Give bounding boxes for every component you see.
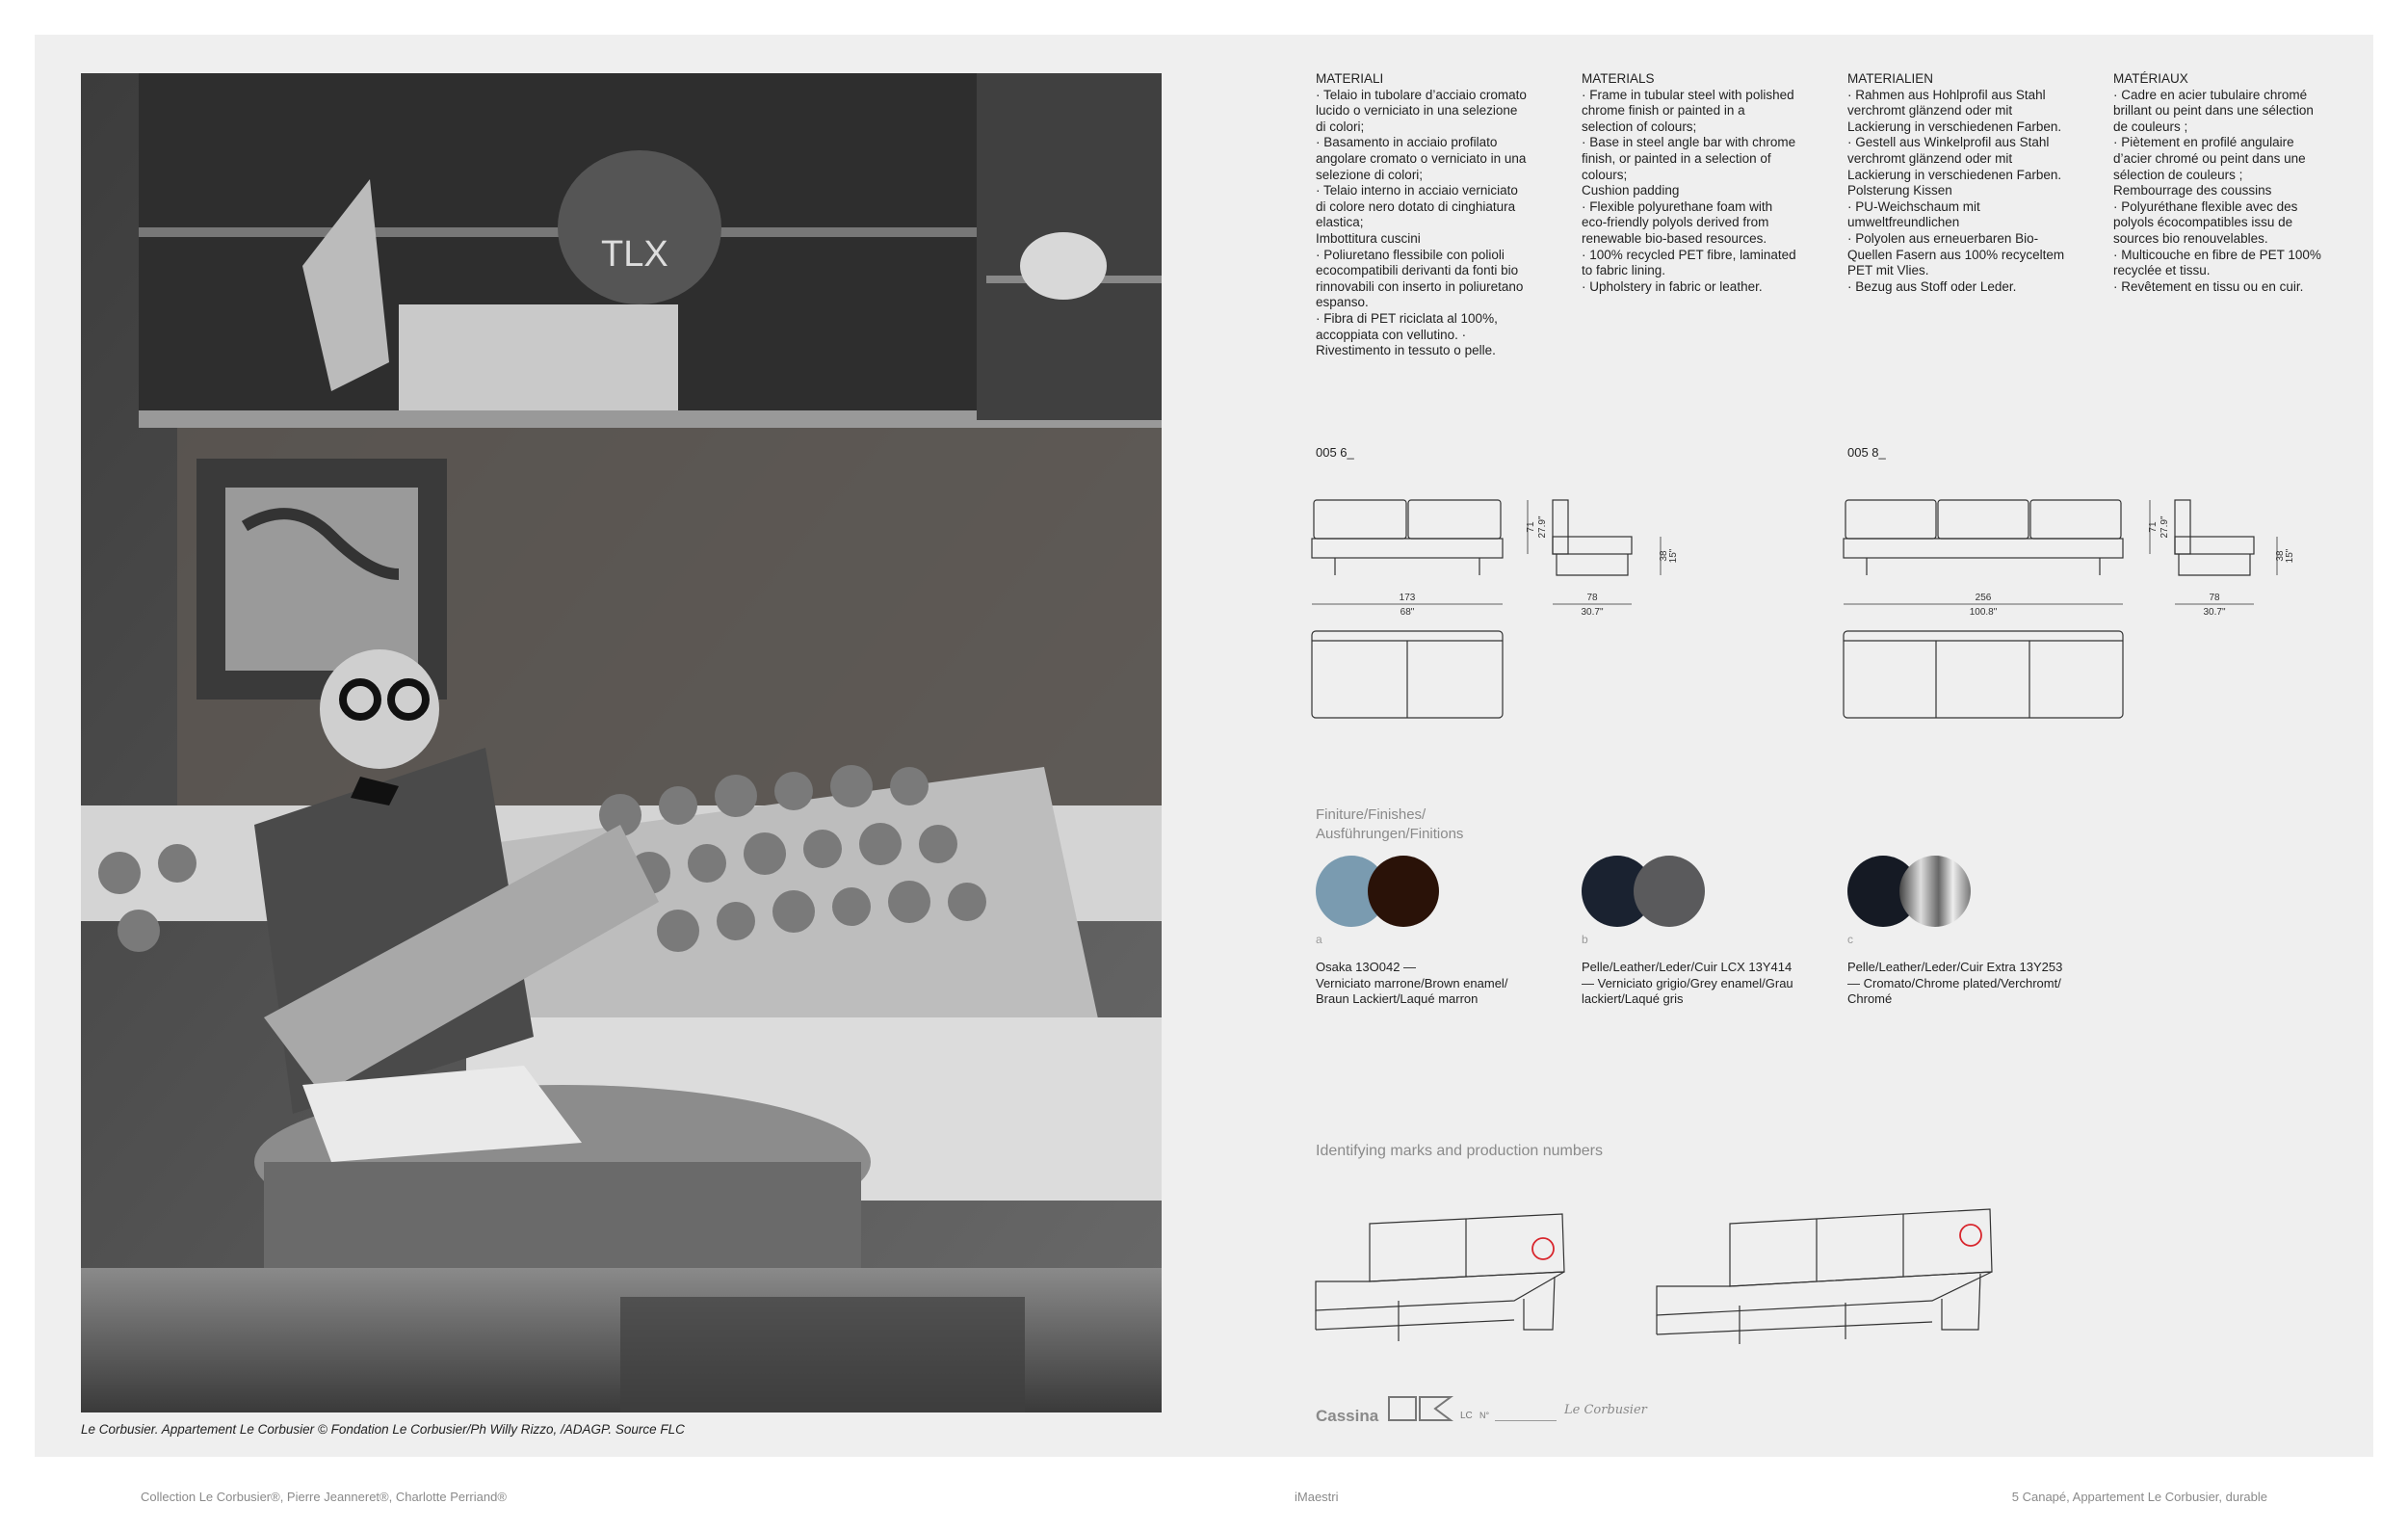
materials-line: umweltfreundlichen bbox=[1847, 215, 1960, 230]
finish-line: — Cromato/Chrome plated/Verchromt/ bbox=[1847, 975, 2061, 990]
drawing-2-seater bbox=[1310, 487, 1679, 727]
materials-line: finish, or painted in a selection of bbox=[1582, 150, 1771, 166]
materials-line: sélection de couleurs ; bbox=[2113, 167, 2243, 182]
finishes-title-line: Finiture/Finishes/ bbox=[1316, 806, 1426, 823]
materials-line: Lackierung in verschiedenen Farben. bbox=[1847, 167, 2062, 182]
finish-line: — Verniciato grigio/Grey enamel/Grau bbox=[1582, 975, 1793, 990]
materials-line: polyols écocompatibles issu de bbox=[2113, 215, 2293, 230]
materials-line: · Rahmen aus Hohlprofil aus Stahl bbox=[1847, 87, 2046, 102]
finish-line: Pelle/Leather/Leder/Cuir LCX 13Y414 bbox=[1582, 960, 1793, 974]
finish-c-description bbox=[1847, 960, 2079, 1008]
dimension-depth-in: 30.7" bbox=[2203, 607, 2226, 618]
materials-line: · Multicouche en fibre de PET 100% bbox=[2113, 247, 2321, 262]
materials-line: · Revêtement en tissu ou en cuir. bbox=[2113, 278, 2304, 294]
dimension-width-cm: 256 bbox=[1975, 593, 1992, 603]
dimension-height-cm: 71 bbox=[1526, 521, 1536, 533]
materials-line: renewable bio-based resources. bbox=[1582, 230, 1767, 246]
materials-line: d’acier chromé ou peint dans une bbox=[2113, 150, 2306, 166]
lc-label: LC bbox=[1460, 1411, 1473, 1421]
footer-collection: Collection Le Corbusier®, Pierre Jeanneret®, Charlotte Perriand® bbox=[141, 1490, 507, 1504]
production-number-label: N° bbox=[1479, 1411, 1490, 1420]
materials-line: elastica; bbox=[1316, 215, 1364, 230]
finishes-title-line: Ausführungen/Finitions bbox=[1316, 826, 1464, 842]
materials-line: espanso. bbox=[1316, 295, 1369, 310]
finish-line: Verniciato marrone/Brown enamel/ bbox=[1316, 975, 1508, 990]
dimension-height-in: 27.9" bbox=[1537, 515, 1548, 539]
finish-b-frame-swatch bbox=[1634, 856, 1705, 927]
materials-line: · 100% recycled PET fibre, laminated bbox=[1582, 247, 1796, 262]
mark-location-circle bbox=[1960, 1225, 1981, 1246]
materials-heading: MATERIALI bbox=[1316, 71, 1384, 86]
materials-line: angolare cromato o verniciato in una bbox=[1316, 150, 1527, 166]
mark-location-circle bbox=[1532, 1238, 1554, 1259]
materials-line: eco-friendly polyols derived from bbox=[1582, 215, 1769, 230]
model-code-005-8: 005 8_ bbox=[1847, 445, 1886, 460]
dimension-depth-in: 30.7" bbox=[1581, 607, 1604, 618]
dimension-width-in: 100.8" bbox=[1969, 607, 1998, 618]
materials-line: · Upholstery in fabric or leather. bbox=[1582, 278, 1763, 294]
finish-line: lackiert/Laqué gris bbox=[1582, 991, 1684, 1006]
archive-photo bbox=[81, 73, 1162, 1412]
materials-line: selezione di colori; bbox=[1316, 167, 1424, 182]
photo-caption: Le Corbusier. Appartement Le Corbusier © Fondation Le Corbusier/Ph Willy Rizzo, /ADAGP. Source FLC bbox=[81, 1422, 685, 1437]
materials-en bbox=[1582, 71, 1813, 295]
materials-line: Lackierung in verschiedenen Farben. bbox=[1847, 119, 2062, 134]
materials-line: PET mit Vlies. bbox=[1847, 263, 1929, 278]
dimension-depth-cm: 78 bbox=[1586, 593, 1598, 603]
materials-line: · Bezug aus Stoff oder Leder. bbox=[1847, 278, 2017, 294]
finishes-title bbox=[1316, 805, 1528, 844]
materials-line: · Poliuretano flessibile con polioli bbox=[1316, 247, 1505, 262]
materials-line: di colori; bbox=[1316, 119, 1365, 134]
materials-line: ecocompatibili derivanti da fonti bio bbox=[1316, 263, 1519, 278]
finish-line: Pelle/Leather/Leder/Cuir Extra 13Y253 bbox=[1847, 960, 2063, 974]
materials-heading: MATERIALIEN bbox=[1847, 71, 1934, 86]
materials-line: · Frame in tubular steel with polished bbox=[1582, 87, 1794, 102]
dimension-seat-cm: 38 bbox=[2275, 550, 2286, 562]
dimension-height-cm: 71 bbox=[2148, 521, 2159, 533]
materials-line: · Telaio interno in acciaio verniciato bbox=[1316, 183, 1518, 198]
cassina-logo: Cassina bbox=[1316, 1407, 1379, 1425]
dimension-seat-in: 15" bbox=[2285, 548, 2295, 564]
dimension-width-in: 68" bbox=[1400, 607, 1415, 618]
materials-line: · Basamento in acciaio profilato bbox=[1316, 135, 1498, 150]
materials-line: accoppiata con vellutino. · bbox=[1316, 327, 1467, 342]
marks-title: Identifying marks and production numbers bbox=[1316, 1143, 1603, 1159]
signature: Le Corbusier bbox=[1564, 1403, 1647, 1417]
finish-a-frame-swatch bbox=[1368, 856, 1439, 927]
finish-letter: a bbox=[1316, 933, 1322, 946]
materials-line: recyclée et tissu. bbox=[2113, 263, 2211, 278]
materials-line: brillant ou peint dans une sélection bbox=[2113, 103, 2314, 119]
footer-series: iMaestri bbox=[1295, 1490, 1339, 1504]
materials-line: · Piètement en profilé angulaire bbox=[2113, 135, 2294, 150]
materials-line: selection of colours; bbox=[1582, 119, 1697, 134]
footer-product: 5 Canapé, Appartement Le Corbusier, durable bbox=[2011, 1490, 2267, 1504]
materials-line: rinnovabili con inserto in poliuretano bbox=[1316, 278, 1524, 294]
finish-line: Chromé bbox=[1847, 991, 1893, 1006]
materials-fr bbox=[2113, 71, 2344, 295]
materials-line: Imbottitura cuscini bbox=[1316, 230, 1421, 246]
materials-heading: MATERIALS bbox=[1582, 71, 1655, 86]
photo-illustration bbox=[81, 73, 1162, 1412]
materials-heading: MATÉRIAUX bbox=[2113, 71, 2188, 86]
materials-line: to fabric lining. bbox=[1582, 263, 1666, 278]
finish-line: Braun Lackiert/Laqué marron bbox=[1316, 991, 1479, 1006]
materials-line: · Fibra di PET riciclata al 100%, bbox=[1316, 310, 1498, 326]
materials-line: · Flexible polyurethane foam with bbox=[1582, 198, 1773, 214]
materials-line: · Polyuréthane flexible avec des bbox=[2113, 198, 2298, 214]
dimension-seat-in: 15" bbox=[1668, 548, 1679, 564]
finish-line: Osaka 13O042 — bbox=[1316, 960, 1417, 974]
materials-line: · Telaio in tubolare d’acciaio cromato bbox=[1316, 87, 1527, 102]
materials-line: lucido o verniciato in una selezione bbox=[1316, 103, 1518, 119]
finish-letter: b bbox=[1582, 933, 1588, 946]
dimension-height-in: 27.9" bbox=[2159, 515, 2170, 539]
dimension-depth-cm: 78 bbox=[2209, 593, 2220, 603]
materials-line: de couleurs ; bbox=[2113, 119, 2188, 134]
cassina-mark-icon bbox=[1387, 1395, 1454, 1422]
materials-line: verchromt glänzend oder mit bbox=[1847, 103, 2013, 119]
materials-line: · Cadre en acier tubulaire chromé bbox=[2113, 87, 2308, 102]
materials-line: Cushion padding bbox=[1582, 183, 1680, 198]
materials-line: · Gestell aus Winkelprofil aus Stahl bbox=[1847, 135, 2050, 150]
materials-line: Rembourrage des coussins bbox=[2113, 183, 2272, 198]
dimension-width-cm: 173 bbox=[1399, 593, 1416, 603]
materials-de bbox=[1847, 71, 2079, 295]
materials-line: Rivestimento in tessuto o pelle. bbox=[1316, 343, 1496, 358]
dimension-seat-cm: 38 bbox=[1659, 550, 1669, 562]
model-code-005-6: 005 6_ bbox=[1316, 445, 1354, 460]
finish-b-description bbox=[1582, 960, 1813, 1008]
lamp-lettering: TLX bbox=[601, 234, 668, 275]
finish-a-description bbox=[1316, 960, 1547, 1008]
materials-line: verchromt glänzend oder mit bbox=[1847, 150, 2013, 166]
drawing-3-seater bbox=[1842, 487, 2294, 727]
materials-line: sources bio renouvelables. bbox=[2113, 230, 2268, 246]
materials-line: · PU-Weichschaum mit bbox=[1847, 198, 1980, 214]
finish-letter: c bbox=[1847, 933, 1853, 946]
materials-line: Polsterung Kissen bbox=[1847, 183, 1952, 198]
materials-line: di colore nero dotato di cinghiatura bbox=[1316, 198, 1516, 214]
materials-line: · Polyolen aus erneuerbaren Bio- bbox=[1847, 230, 2039, 246]
materials-line: Quellen Fasern aus 100% recyceltem bbox=[1847, 247, 2065, 262]
production-number-line bbox=[1495, 1420, 1557, 1421]
materials-line: chrome finish or painted in a bbox=[1582, 103, 1745, 119]
marks-drawing-3-seater bbox=[1653, 1185, 2009, 1359]
materials-line: colours; bbox=[1582, 167, 1628, 182]
marks-drawing-2-seater bbox=[1312, 1185, 1582, 1359]
materials-line: · Base in steel angle bar with chrome bbox=[1582, 135, 1796, 150]
finish-c-frame-swatch bbox=[1899, 856, 1971, 927]
materials-it bbox=[1316, 71, 1547, 359]
